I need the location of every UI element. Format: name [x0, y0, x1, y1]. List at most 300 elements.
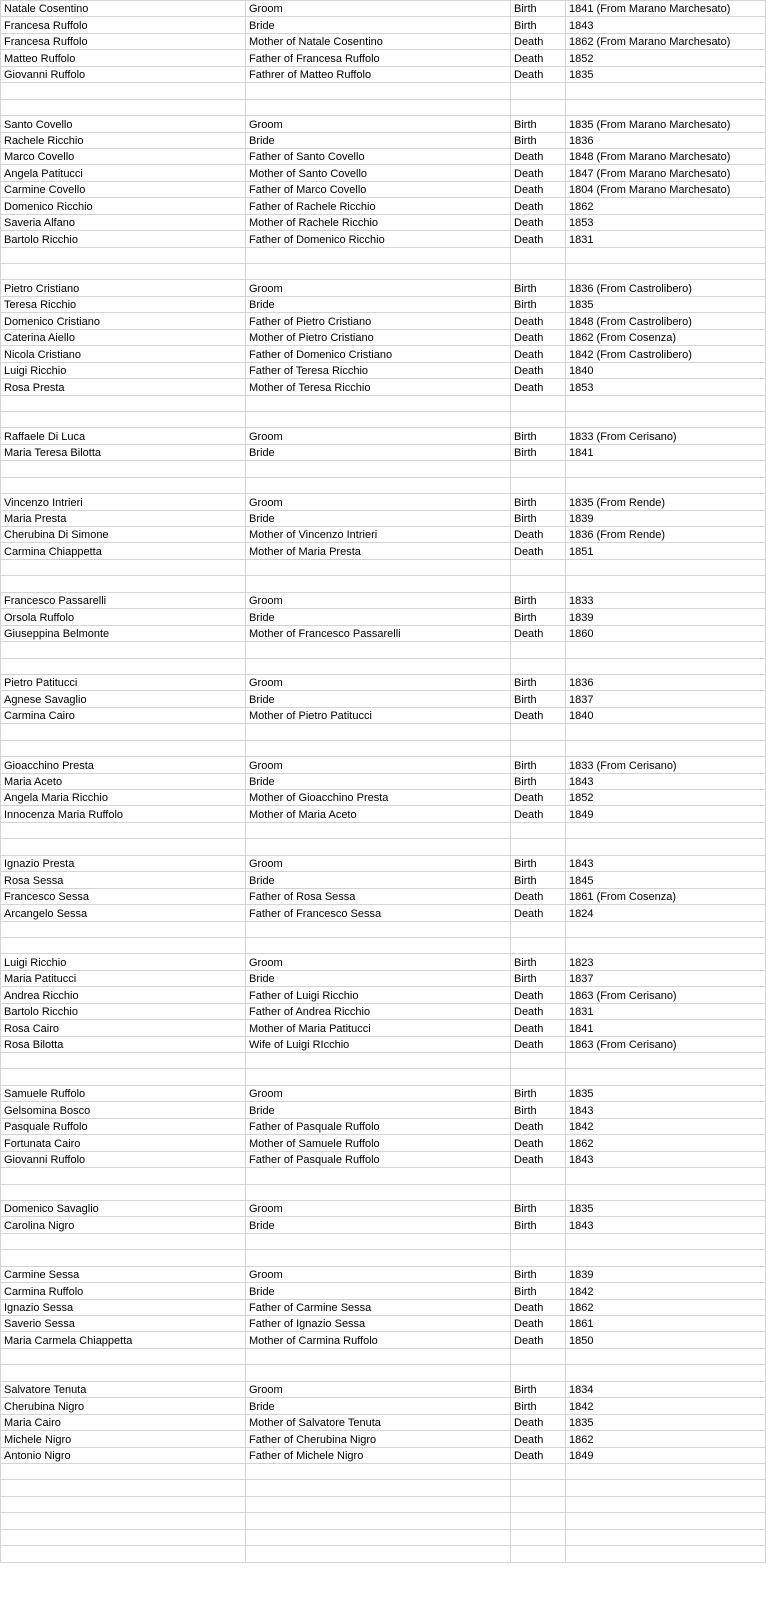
person-name-cell[interactable]	[1, 411, 246, 427]
person-name-cell[interactable]: Giuseppina Belmonte	[1, 625, 246, 641]
relationship-cell[interactable]	[246, 921, 511, 937]
year-place-cell[interactable]	[566, 1529, 766, 1545]
person-name-cell[interactable]: Francesco Sessa	[1, 888, 246, 904]
year-place-cell[interactable]: 1843	[566, 855, 766, 871]
event-type-cell[interactable]: Birth	[511, 116, 566, 132]
event-type-cell[interactable]	[511, 1529, 566, 1545]
relationship-cell[interactable]	[246, 1496, 511, 1512]
year-place-cell[interactable]	[566, 559, 766, 575]
event-type-cell[interactable]: Death	[511, 379, 566, 395]
person-name-cell[interactable]	[1, 576, 246, 592]
relationship-cell[interactable]: Groom	[246, 1266, 511, 1282]
person-name-cell[interactable]	[1, 1496, 246, 1512]
year-place-cell[interactable]: 1861	[566, 1316, 766, 1332]
person-name-cell[interactable]: Domenico Cristiano	[1, 313, 246, 329]
year-place-cell[interactable]: 1836	[566, 674, 766, 690]
person-name-cell[interactable]: Samuele Ruffolo	[1, 1085, 246, 1101]
person-name-cell[interactable]: Luigi Ricchio	[1, 362, 246, 378]
person-name-cell[interactable]: Innocenza Maria Ruffolo	[1, 806, 246, 822]
relationship-cell[interactable]: Groom	[246, 1085, 511, 1101]
year-place-cell[interactable]: 1863 (From Cerisano)	[566, 1036, 766, 1052]
event-type-cell[interactable]: Birth	[511, 296, 566, 312]
relationship-cell[interactable]: Mother of Samuele Ruffolo	[246, 1135, 511, 1151]
relationship-cell[interactable]	[246, 247, 511, 263]
year-place-cell[interactable]: 1848 (From Castrolibero)	[566, 313, 766, 329]
person-name-cell[interactable]	[1, 1348, 246, 1364]
year-place-cell[interactable]	[566, 1233, 766, 1249]
relationship-cell[interactable]: Groom	[246, 428, 511, 444]
event-type-cell[interactable]	[511, 1069, 566, 1085]
event-type-cell[interactable]: Birth	[511, 494, 566, 510]
relationship-cell[interactable]	[246, 264, 511, 280]
year-place-cell[interactable]	[566, 839, 766, 855]
year-place-cell[interactable]: 1839	[566, 510, 766, 526]
relationship-cell[interactable]: Bride	[246, 132, 511, 148]
year-place-cell[interactable]: 1823	[566, 954, 766, 970]
person-name-cell[interactable]	[1, 1250, 246, 1266]
person-name-cell[interactable]: Domenico Ricchio	[1, 198, 246, 214]
event-type-cell[interactable]: Death	[511, 1151, 566, 1167]
year-place-cell[interactable]: 1836 (From Rende)	[566, 527, 766, 543]
person-name-cell[interactable]: Carmina Ruffolo	[1, 1283, 246, 1299]
relationship-cell[interactable]	[246, 1233, 511, 1249]
event-type-cell[interactable]: Birth	[511, 691, 566, 707]
person-name-cell[interactable]	[1, 1053, 246, 1069]
person-name-cell[interactable]: Bartolo Ricchio	[1, 1003, 246, 1019]
event-type-cell[interactable]: Death	[511, 231, 566, 247]
person-name-cell[interactable]: Maria Patitucci	[1, 970, 246, 986]
person-name-cell[interactable]	[1, 1480, 246, 1496]
person-name-cell[interactable]: Saverio Sessa	[1, 1316, 246, 1332]
year-place-cell[interactable]: 1835	[566, 66, 766, 82]
year-place-cell[interactable]: 1852	[566, 50, 766, 66]
relationship-cell[interactable]	[246, 724, 511, 740]
year-place-cell[interactable]: 1845	[566, 872, 766, 888]
relationship-cell[interactable]: Mother of Maria Presta	[246, 543, 511, 559]
event-type-cell[interactable]: Birth	[511, 970, 566, 986]
person-name-cell[interactable]	[1, 1546, 246, 1562]
event-type-cell[interactable]: Death	[511, 625, 566, 641]
event-type-cell[interactable]: Birth	[511, 872, 566, 888]
relationship-cell[interactable]: Father of Teresa Ricchio	[246, 362, 511, 378]
year-place-cell[interactable]	[566, 822, 766, 838]
event-type-cell[interactable]	[511, 1348, 566, 1364]
relationship-cell[interactable]: Mother of Pietro Cristiano	[246, 329, 511, 345]
relationship-cell[interactable]	[246, 1513, 511, 1529]
person-name-cell[interactable]	[1, 724, 246, 740]
event-type-cell[interactable]: Birth	[511, 609, 566, 625]
person-name-cell[interactable]	[1, 99, 246, 115]
relationship-cell[interactable]: Groom	[246, 1, 511, 17]
event-type-cell[interactable]: Death	[511, 346, 566, 362]
relationship-cell[interactable]: Bride	[246, 773, 511, 789]
person-name-cell[interactable]	[1, 822, 246, 838]
person-name-cell[interactable]: Pietro Cristiano	[1, 280, 246, 296]
person-name-cell[interactable]	[1, 1168, 246, 1184]
relationship-cell[interactable]	[246, 395, 511, 411]
event-type-cell[interactable]	[511, 937, 566, 953]
relationship-cell[interactable]: Bride	[246, 296, 511, 312]
person-name-cell[interactable]: Maria Presta	[1, 510, 246, 526]
person-name-cell[interactable]	[1, 642, 246, 658]
event-type-cell[interactable]	[511, 247, 566, 263]
year-place-cell[interactable]: 1841	[566, 444, 766, 460]
event-type-cell[interactable]: Death	[511, 1316, 566, 1332]
relationship-cell[interactable]: Bride	[246, 444, 511, 460]
relationship-cell[interactable]: Father of Ignazio Sessa	[246, 1316, 511, 1332]
event-type-cell[interactable]: Birth	[511, 1398, 566, 1414]
relationship-cell[interactable]	[246, 1480, 511, 1496]
person-name-cell[interactable]: Vincenzo Intrieri	[1, 494, 246, 510]
event-type-cell[interactable]: Birth	[511, 1085, 566, 1101]
person-name-cell[interactable]	[1, 477, 246, 493]
person-name-cell[interactable]: Domenico Savaglio	[1, 1200, 246, 1216]
relationship-cell[interactable]: Bride	[246, 1283, 511, 1299]
year-place-cell[interactable]	[566, 1348, 766, 1364]
relationship-cell[interactable]: Groom	[246, 116, 511, 132]
event-type-cell[interactable]: Death	[511, 707, 566, 723]
relationship-cell[interactable]: Father of Michele Nigro	[246, 1447, 511, 1463]
relationship-cell[interactable]	[246, 1250, 511, 1266]
event-type-cell[interactable]: Death	[511, 1020, 566, 1036]
year-place-cell[interactable]: 1848 (From Marano Marchesato)	[566, 148, 766, 164]
year-place-cell[interactable]	[566, 1168, 766, 1184]
event-type-cell[interactable]: Birth	[511, 773, 566, 789]
relationship-cell[interactable]: Father of Carmine Sessa	[246, 1299, 511, 1315]
event-type-cell[interactable]: Birth	[511, 1266, 566, 1282]
event-type-cell[interactable]	[511, 1513, 566, 1529]
year-place-cell[interactable]: 1860	[566, 625, 766, 641]
person-name-cell[interactable]	[1, 937, 246, 953]
event-type-cell[interactable]	[511, 1463, 566, 1479]
person-name-cell[interactable]	[1, 83, 246, 99]
relationship-cell[interactable]	[246, 1069, 511, 1085]
year-place-cell[interactable]: 1843	[566, 773, 766, 789]
person-name-cell[interactable]: Maria Aceto	[1, 773, 246, 789]
year-place-cell[interactable]	[566, 395, 766, 411]
person-name-cell[interactable]: Caterina Aiello	[1, 329, 246, 345]
year-place-cell[interactable]: 1862 (From Cosenza)	[566, 329, 766, 345]
year-place-cell[interactable]: 1831	[566, 1003, 766, 1019]
year-place-cell[interactable]: 1835 (From Rende)	[566, 494, 766, 510]
year-place-cell[interactable]	[566, 1496, 766, 1512]
event-type-cell[interactable]: Birth	[511, 132, 566, 148]
event-type-cell[interactable]: Birth	[511, 1200, 566, 1216]
relationship-cell[interactable]	[246, 642, 511, 658]
person-name-cell[interactable]: Agnese Savaglio	[1, 691, 246, 707]
relationship-cell[interactable]	[246, 1184, 511, 1200]
person-name-cell[interactable]	[1, 658, 246, 674]
year-place-cell[interactable]: 1841 (From Marano Marchesato)	[566, 1, 766, 17]
year-place-cell[interactable]: 1840	[566, 362, 766, 378]
event-type-cell[interactable]: Death	[511, 181, 566, 197]
year-place-cell[interactable]: 1849	[566, 1447, 766, 1463]
event-type-cell[interactable]: Birth	[511, 1381, 566, 1397]
event-type-cell[interactable]: Birth	[511, 280, 566, 296]
event-type-cell[interactable]: Death	[511, 148, 566, 164]
relationship-cell[interactable]: Wife of Luigi RIcchio	[246, 1036, 511, 1052]
relationship-cell[interactable]	[246, 839, 511, 855]
year-place-cell[interactable]: 1835 (From Marano Marchesato)	[566, 116, 766, 132]
year-place-cell[interactable]: 1853	[566, 214, 766, 230]
event-type-cell[interactable]: Death	[511, 1135, 566, 1151]
year-place-cell[interactable]: 1863 (From Cerisano)	[566, 987, 766, 1003]
person-name-cell[interactable]	[1, 839, 246, 855]
event-type-cell[interactable]	[511, 395, 566, 411]
event-type-cell[interactable]	[511, 1480, 566, 1496]
event-type-cell[interactable]: Death	[511, 790, 566, 806]
relationship-cell[interactable]: Groom	[246, 1200, 511, 1216]
relationship-cell[interactable]: Groom	[246, 954, 511, 970]
person-name-cell[interactable]: Francesa Ruffolo	[1, 17, 246, 33]
year-place-cell[interactable]: 1837	[566, 691, 766, 707]
event-type-cell[interactable]: Death	[511, 214, 566, 230]
year-place-cell[interactable]: 1841	[566, 1020, 766, 1036]
year-place-cell[interactable]: 1834	[566, 1381, 766, 1397]
relationship-cell[interactable]: Bride	[246, 970, 511, 986]
year-place-cell[interactable]	[566, 83, 766, 99]
relationship-cell[interactable]	[246, 658, 511, 674]
year-place-cell[interactable]	[566, 937, 766, 953]
relationship-cell[interactable]: Father of Francesco Sessa	[246, 905, 511, 921]
person-name-cell[interactable]: Cherubina Nigro	[1, 1398, 246, 1414]
year-place-cell[interactable]: 1852	[566, 790, 766, 806]
relationship-cell[interactable]: Mother of Carmina Ruffolo	[246, 1332, 511, 1348]
year-place-cell[interactable]: 1835	[566, 1414, 766, 1430]
relationship-cell[interactable]	[246, 1463, 511, 1479]
year-place-cell[interactable]: 1843	[566, 1151, 766, 1167]
year-place-cell[interactable]: 1833 (From Cerisano)	[566, 757, 766, 773]
person-name-cell[interactable]: Orsola Ruffolo	[1, 609, 246, 625]
event-type-cell[interactable]: Death	[511, 905, 566, 921]
person-name-cell[interactable]: Angela Maria Ricchio	[1, 790, 246, 806]
event-type-cell[interactable]	[511, 99, 566, 115]
year-place-cell[interactable]	[566, 740, 766, 756]
person-name-cell[interactable]: Carmine Sessa	[1, 1266, 246, 1282]
relationship-cell[interactable]: Groom	[246, 592, 511, 608]
event-type-cell[interactable]	[511, 1546, 566, 1562]
event-type-cell[interactable]: Birth	[511, 17, 566, 33]
event-type-cell[interactable]: Death	[511, 33, 566, 49]
person-name-cell[interactable]: Gelsomina Bosco	[1, 1102, 246, 1118]
relationship-cell[interactable]: Father of Andrea Ricchio	[246, 1003, 511, 1019]
person-name-cell[interactable]: Matteo Ruffolo	[1, 50, 246, 66]
relationship-cell[interactable]	[246, 477, 511, 493]
year-place-cell[interactable]: 1839	[566, 1266, 766, 1282]
relationship-cell[interactable]: Mother of Natale Cosentino	[246, 33, 511, 49]
event-type-cell[interactable]: Death	[511, 1447, 566, 1463]
event-type-cell[interactable]	[511, 1168, 566, 1184]
person-name-cell[interactable]: Ignazio Sessa	[1, 1299, 246, 1315]
year-place-cell[interactable]	[566, 1463, 766, 1479]
year-place-cell[interactable]: 1850	[566, 1332, 766, 1348]
event-type-cell[interactable]: Death	[511, 888, 566, 904]
event-type-cell[interactable]	[511, 724, 566, 740]
year-place-cell[interactable]: 1862	[566, 1431, 766, 1447]
event-type-cell[interactable]	[511, 461, 566, 477]
relationship-cell[interactable]: Bride	[246, 691, 511, 707]
person-name-cell[interactable]	[1, 1463, 246, 1479]
relationship-cell[interactable]	[246, 1053, 511, 1069]
person-name-cell[interactable]: Cherubina Di Simone	[1, 527, 246, 543]
year-place-cell[interactable]	[566, 477, 766, 493]
relationship-cell[interactable]: Father of Pasquale Ruffolo	[246, 1151, 511, 1167]
person-name-cell[interactable]: Giovanni Ruffolo	[1, 1151, 246, 1167]
event-type-cell[interactable]	[511, 477, 566, 493]
relationship-cell[interactable]: Bride	[246, 17, 511, 33]
person-name-cell[interactable]	[1, 264, 246, 280]
person-name-cell[interactable]	[1, 1513, 246, 1529]
relationship-cell[interactable]: Mother of Francesco Passarelli	[246, 625, 511, 641]
person-name-cell[interactable]	[1, 921, 246, 937]
event-type-cell[interactable]: Birth	[511, 592, 566, 608]
year-place-cell[interactable]	[566, 99, 766, 115]
year-place-cell[interactable]	[566, 921, 766, 937]
person-name-cell[interactable]: Fortunata Cairo	[1, 1135, 246, 1151]
year-place-cell[interactable]: 1835	[566, 1085, 766, 1101]
person-name-cell[interactable]: Rosa Sessa	[1, 872, 246, 888]
person-name-cell[interactable]: Giovanni Ruffolo	[1, 66, 246, 82]
relationship-cell[interactable]: Mother of Maria Aceto	[246, 806, 511, 822]
relationship-cell[interactable]: Bride	[246, 1217, 511, 1233]
event-type-cell[interactable]	[511, 576, 566, 592]
year-place-cell[interactable]	[566, 1365, 766, 1381]
year-place-cell[interactable]: 1831	[566, 231, 766, 247]
year-place-cell[interactable]: 1842	[566, 1283, 766, 1299]
year-place-cell[interactable]: 1833 (From Cerisano)	[566, 428, 766, 444]
year-place-cell[interactable]	[566, 1480, 766, 1496]
event-type-cell[interactable]: Death	[511, 198, 566, 214]
event-type-cell[interactable]: Death	[511, 66, 566, 82]
person-name-cell[interactable]: Maria Carmela Chiappetta	[1, 1332, 246, 1348]
relationship-cell[interactable]: Father of Francesa Ruffolo	[246, 50, 511, 66]
person-name-cell[interactable]: Maria Cairo	[1, 1414, 246, 1430]
person-name-cell[interactable]: Rosa Presta	[1, 379, 246, 395]
year-place-cell[interactable]: 1842 (From Castrolibero)	[566, 346, 766, 362]
relationship-cell[interactable]	[246, 1529, 511, 1545]
relationship-cell[interactable]: Father of Pietro Cristiano	[246, 313, 511, 329]
relationship-cell[interactable]: Mother of Vincenzo Intrieri	[246, 527, 511, 543]
year-place-cell[interactable]	[566, 1069, 766, 1085]
year-place-cell[interactable]: 1839	[566, 609, 766, 625]
relationship-cell[interactable]	[246, 1546, 511, 1562]
relationship-cell[interactable]	[246, 559, 511, 575]
year-place-cell[interactable]: 1851	[566, 543, 766, 559]
relationship-cell[interactable]: Father of Santo Covello	[246, 148, 511, 164]
event-type-cell[interactable]: Birth	[511, 428, 566, 444]
relationship-cell[interactable]	[246, 99, 511, 115]
relationship-cell[interactable]	[246, 1348, 511, 1364]
event-type-cell[interactable]	[511, 1365, 566, 1381]
event-type-cell[interactable]: Death	[511, 1036, 566, 1052]
person-name-cell[interactable]: Michele Nigro	[1, 1431, 246, 1447]
person-name-cell[interactable]: Raffaele Di Luca	[1, 428, 246, 444]
year-place-cell[interactable]: 1862	[566, 1135, 766, 1151]
person-name-cell[interactable]	[1, 1529, 246, 1545]
person-name-cell[interactable]: Rachele Ricchio	[1, 132, 246, 148]
person-name-cell[interactable]: Carmina Chiappetta	[1, 543, 246, 559]
event-type-cell[interactable]	[511, 1184, 566, 1200]
person-name-cell[interactable]: Francesa Ruffolo	[1, 33, 246, 49]
person-name-cell[interactable]	[1, 740, 246, 756]
year-place-cell[interactable]: 1862 (From Marano Marchesato)	[566, 33, 766, 49]
year-place-cell[interactable]: 1849	[566, 806, 766, 822]
event-type-cell[interactable]	[511, 839, 566, 855]
year-place-cell[interactable]	[566, 724, 766, 740]
person-name-cell[interactable]: Saveria Alfano	[1, 214, 246, 230]
year-place-cell[interactable]	[566, 658, 766, 674]
relationship-cell[interactable]: Bride	[246, 1398, 511, 1414]
event-type-cell[interactable]: Birth	[511, 674, 566, 690]
year-place-cell[interactable]	[566, 1513, 766, 1529]
relationship-cell[interactable]: Bride	[246, 1102, 511, 1118]
person-name-cell[interactable]: Teresa Ricchio	[1, 296, 246, 312]
year-place-cell[interactable]	[566, 1250, 766, 1266]
relationship-cell[interactable]: Groom	[246, 280, 511, 296]
person-name-cell[interactable]: Marco Covello	[1, 148, 246, 164]
person-name-cell[interactable]: Santo Covello	[1, 116, 246, 132]
event-type-cell[interactable]: Death	[511, 313, 566, 329]
relationship-cell[interactable]: Mother of Gioacchino Presta	[246, 790, 511, 806]
event-type-cell[interactable]: Birth	[511, 1, 566, 17]
event-type-cell[interactable]	[511, 1233, 566, 1249]
event-type-cell[interactable]: Birth	[511, 1217, 566, 1233]
event-type-cell[interactable]: Birth	[511, 444, 566, 460]
year-place-cell[interactable]: 1842	[566, 1398, 766, 1414]
event-type-cell[interactable]: Birth	[511, 510, 566, 526]
year-place-cell[interactable]: 1804 (From Marano Marchesato)	[566, 181, 766, 197]
year-place-cell[interactable]	[566, 411, 766, 427]
relationship-cell[interactable]: Bride	[246, 609, 511, 625]
year-place-cell[interactable]	[566, 1184, 766, 1200]
year-place-cell[interactable]: 1843	[566, 1217, 766, 1233]
relationship-cell[interactable]: Groom	[246, 855, 511, 871]
relationship-cell[interactable]: Mother of Teresa Ricchio	[246, 379, 511, 395]
person-name-cell[interactable]	[1, 1233, 246, 1249]
year-place-cell[interactable]: 1862	[566, 1299, 766, 1315]
relationship-cell[interactable]	[246, 411, 511, 427]
event-type-cell[interactable]: Birth	[511, 757, 566, 773]
relationship-cell[interactable]: Groom	[246, 1381, 511, 1397]
event-type-cell[interactable]	[511, 559, 566, 575]
year-place-cell[interactable]: 1837	[566, 970, 766, 986]
person-name-cell[interactable]	[1, 1365, 246, 1381]
event-type-cell[interactable]	[511, 1496, 566, 1512]
year-place-cell[interactable]: 1835	[566, 296, 766, 312]
person-name-cell[interactable]: Andrea Ricchio	[1, 987, 246, 1003]
event-type-cell[interactable]	[511, 921, 566, 937]
person-name-cell[interactable]: Ignazio Presta	[1, 855, 246, 871]
relationship-cell[interactable]: Mother of Salvatore Tenuta	[246, 1414, 511, 1430]
event-type-cell[interactable]	[511, 1250, 566, 1266]
relationship-cell[interactable]: Father of Rosa Sessa	[246, 888, 511, 904]
year-place-cell[interactable]: 1847 (From Marano Marchesato)	[566, 165, 766, 181]
event-type-cell[interactable]	[511, 642, 566, 658]
relationship-cell[interactable]	[246, 1365, 511, 1381]
year-place-cell[interactable]	[566, 642, 766, 658]
person-name-cell[interactable]: Natale Cosentino	[1, 1, 246, 17]
year-place-cell[interactable]	[566, 576, 766, 592]
relationship-cell[interactable]	[246, 83, 511, 99]
relationship-cell[interactable]: Groom	[246, 757, 511, 773]
relationship-cell[interactable]	[246, 937, 511, 953]
person-name-cell[interactable]: Pasquale Ruffolo	[1, 1118, 246, 1134]
event-type-cell[interactable]	[511, 658, 566, 674]
person-name-cell[interactable]: Pietro Patitucci	[1, 674, 246, 690]
year-place-cell[interactable]: 1840	[566, 707, 766, 723]
year-place-cell[interactable]	[566, 1546, 766, 1562]
event-type-cell[interactable]	[511, 411, 566, 427]
